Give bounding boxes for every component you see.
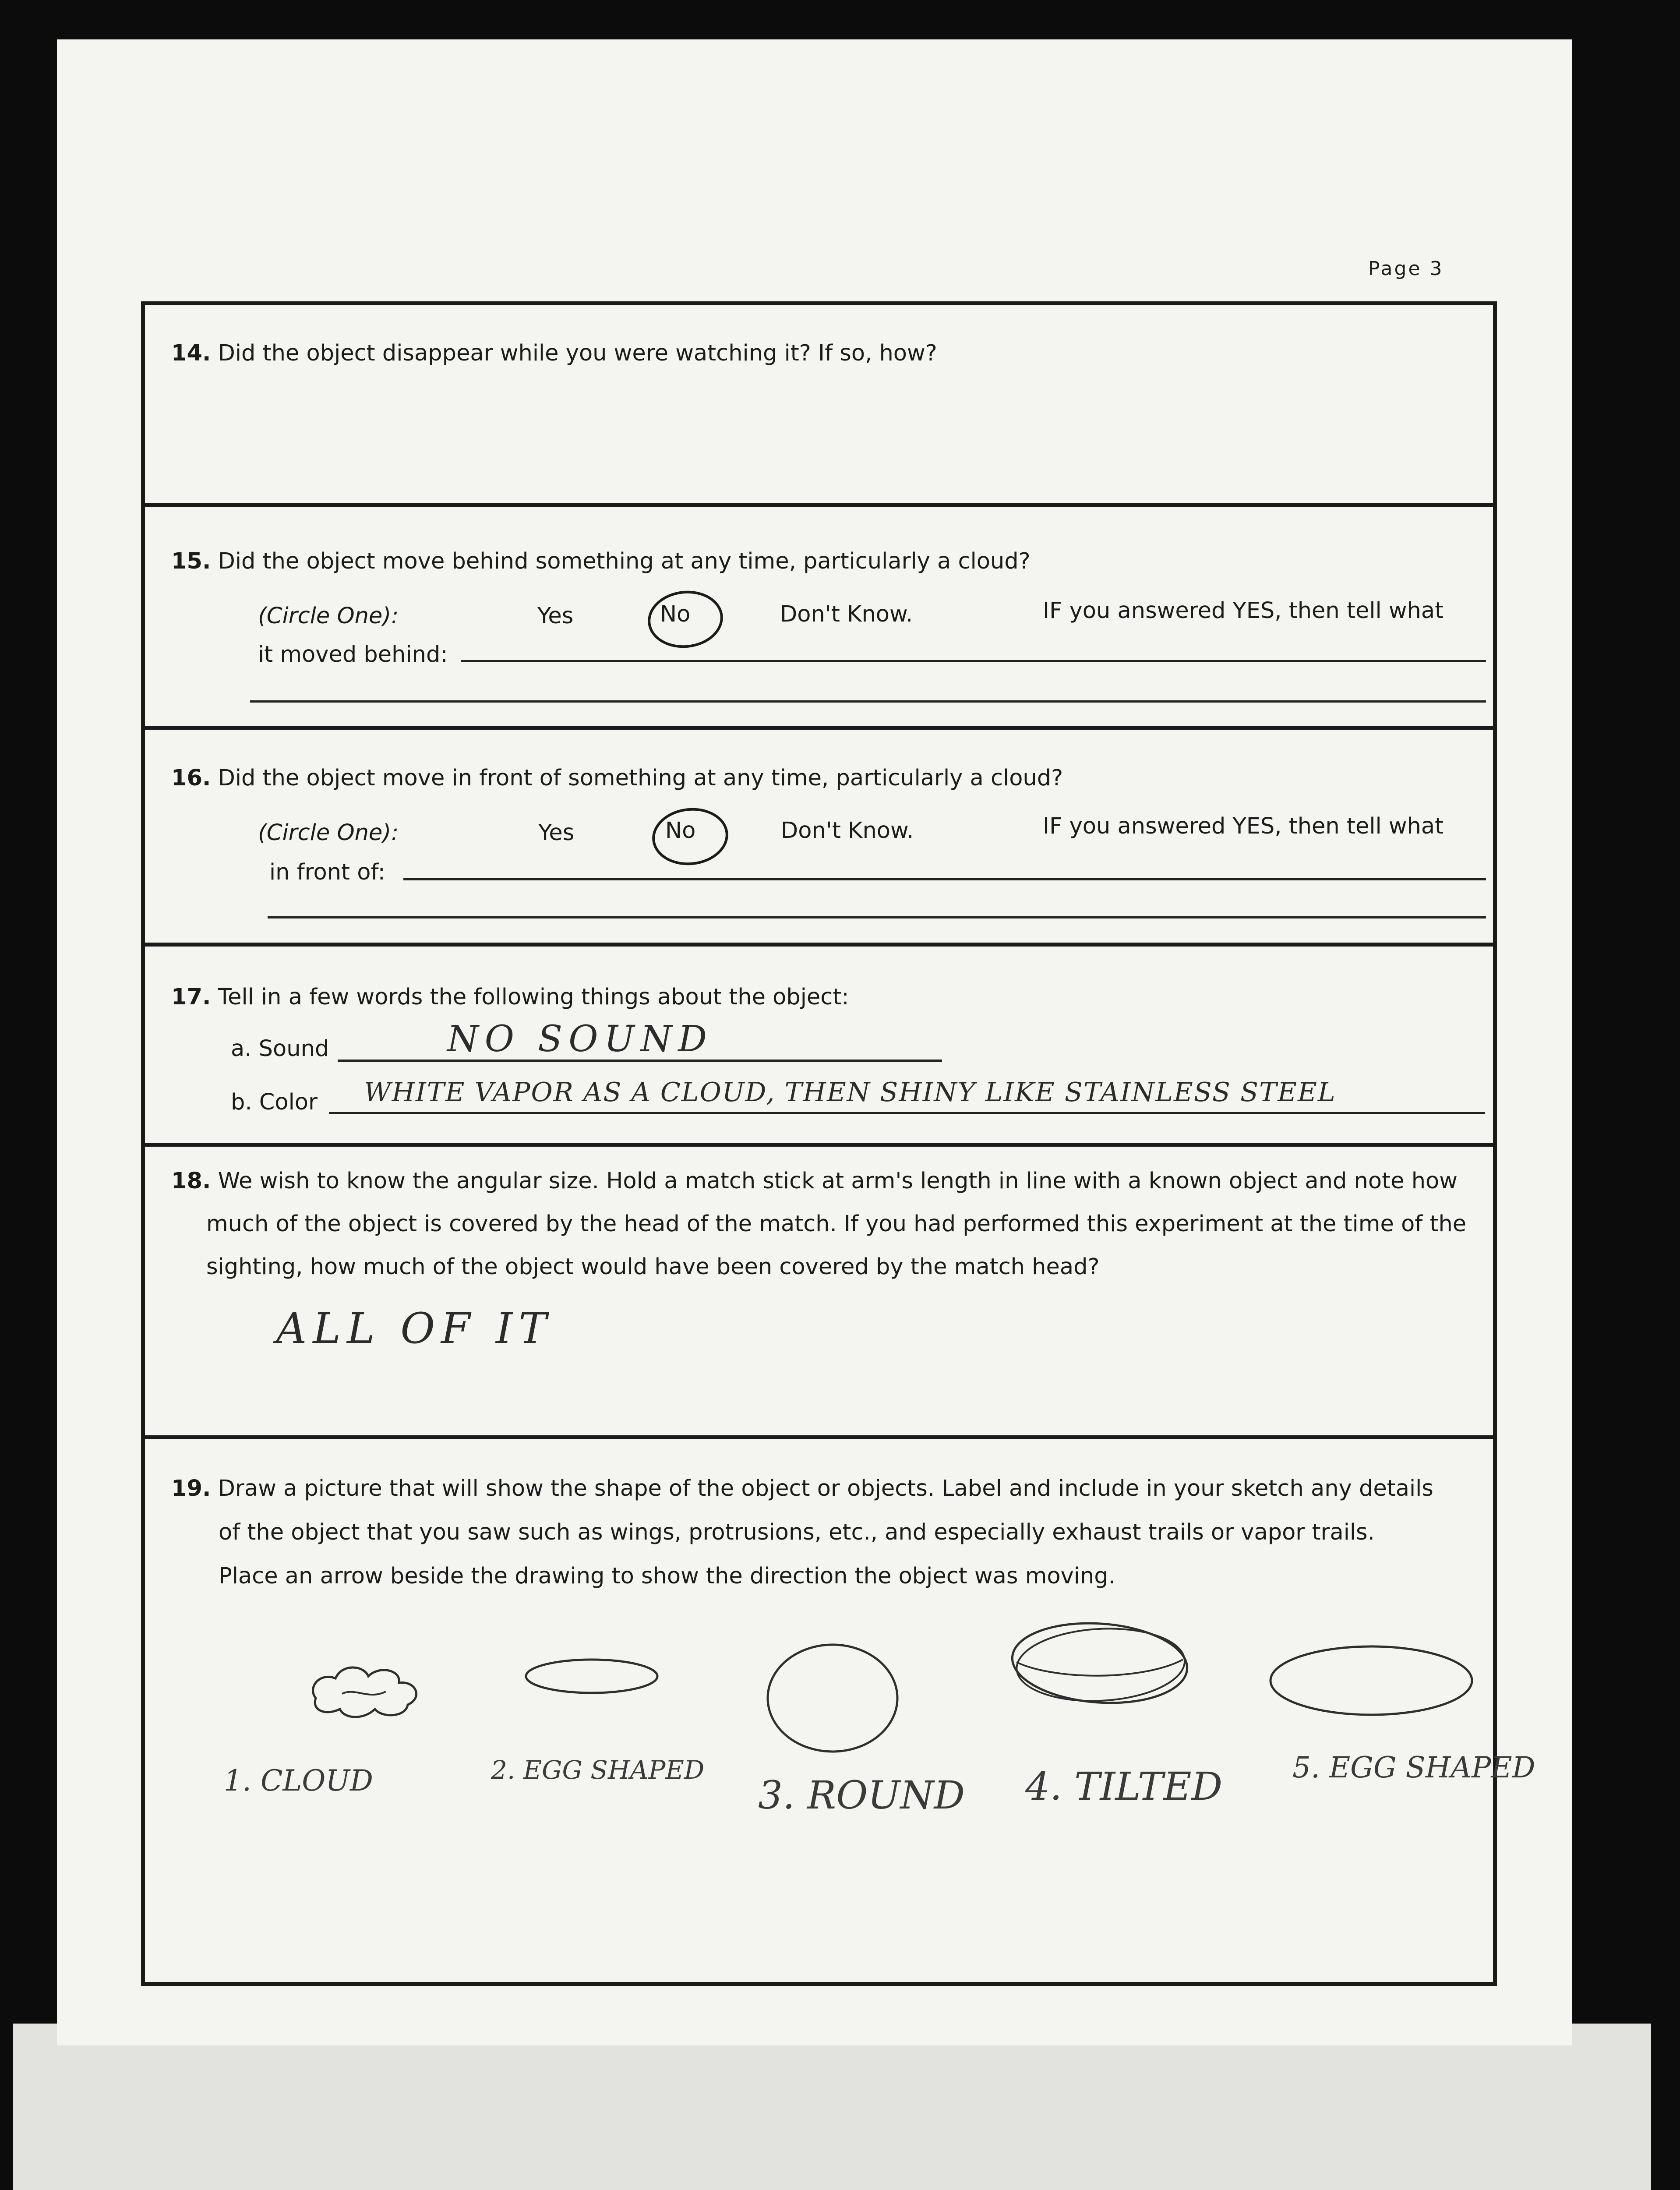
sketch-2-label: 2. EGG SHAPED	[491, 1755, 705, 1785]
sketch-4-label: 4. TILTED	[1025, 1764, 1223, 1809]
q17-color-line[interactable]	[329, 1112, 1485, 1114]
q15-dont-know-option[interactable]: Don't Know.	[780, 601, 913, 627]
question-18-line-2: much of the object is covered by the head of the match. If you had performed this experiment at the time of the	[206, 1211, 1467, 1237]
divider-17-18	[145, 1143, 1493, 1147]
q16-yes-option[interactable]: Yes	[538, 820, 575, 846]
question-16-number: 16.	[171, 765, 211, 791]
q16-answer-line-2[interactable]	[268, 916, 1486, 918]
q17-sound-label: a. Sound	[231, 1036, 329, 1062]
question-19-number: 19.	[171, 1476, 211, 1501]
sketch-5-label: 5. EGG SHAPED	[1292, 1751, 1535, 1784]
question-18-line-3: sighting, how much of the object would have been covered by the match head?	[206, 1254, 1100, 1280]
q16-no-option[interactable]: No	[665, 818, 696, 844]
sketch-1-cloud-drawing	[303, 1646, 443, 1724]
question-14-number: 14.	[171, 340, 211, 366]
q15-no-circle	[645, 587, 726, 651]
question-17-text: Tell in a few words the following things about the object:	[218, 984, 849, 1010]
question-18	[171, 1168, 1458, 1194]
question-18-line-1: We wish to know the angular size. Hold a match stick at arm's length in line with a known object and note how	[218, 1168, 1458, 1194]
question-15	[171, 548, 1031, 574]
q17-sound-answer: NO SOUND	[447, 1018, 713, 1060]
q15-follow-label: it moved behind:	[258, 642, 448, 668]
question-17-number: 17.	[171, 984, 211, 1010]
question-18-number: 18.	[171, 1168, 211, 1194]
q15-circle-label: (Circle One):	[258, 603, 399, 629]
sketch-5-egg-drawing	[1262, 1637, 1481, 1724]
divider-18-19	[145, 1435, 1493, 1439]
sketch-4-tilted-drawing	[1003, 1611, 1196, 1716]
paper-shadow	[13, 2024, 1651, 2190]
question-15-text: Did the object move behind something at any time, particularly a cloud?	[218, 548, 1031, 574]
q16-answer-line-1[interactable]	[403, 878, 1486, 880]
question-14	[171, 340, 937, 366]
question-17	[171, 984, 849, 1010]
question-19-line-1: Draw a picture that will show the shape of the object or objects. Label and include in your sketch any details	[218, 1476, 1433, 1501]
q16-circle-label: (Circle One):	[258, 820, 399, 846]
question-16-text: Did the object move in front of something at any time, particularly a cloud?	[218, 765, 1063, 791]
q15-answer-line-1[interactable]	[461, 660, 1486, 662]
question-19-line-3: Place an arrow beside the drawing to show the direction the object was moving.	[219, 1563, 1115, 1589]
q17-color-label: b. Color	[231, 1089, 318, 1115]
q18-answer: ALL OF IT	[276, 1304, 553, 1353]
q15-no-option[interactable]: No	[660, 601, 691, 627]
question-15-number: 15.	[171, 548, 211, 574]
question-14-text: Did the object disappear while you were watching it? If so, how?	[218, 340, 937, 366]
sketch-1-label: 1. CLOUD	[224, 1764, 373, 1798]
sketch-2-egg-drawing	[517, 1650, 666, 1703]
q15-yes-option[interactable]: Yes	[537, 603, 574, 629]
q17-color-answer: WHITE VAPOR AS A CLOUD, THEN SHINY LIKE STAINLESS STEEL	[364, 1077, 1336, 1108]
q15-answer-line-2[interactable]	[250, 700, 1486, 703]
q16-dont-know-option[interactable]: Don't Know.	[781, 818, 914, 844]
sketch-3-label: 3. ROUND	[758, 1773, 965, 1818]
divider-15-16	[145, 726, 1493, 730]
divider-16-17	[145, 943, 1493, 947]
sketch-3-round-drawing	[758, 1637, 907, 1759]
question-19	[171, 1476, 1433, 1501]
question-19-line-2: of the object that you saw such as wings, protrusions, etc., and especially exhaust trails or vapor trails.	[219, 1519, 1375, 1545]
q16-if-yes-prompt: IF you answered YES, then tell what	[1043, 813, 1444, 839]
form-box	[141, 301, 1535, 1986]
divider-14-15	[145, 503, 1493, 507]
page-number: Page 3	[1368, 258, 1444, 280]
q16-no-circle	[649, 804, 731, 869]
q16-follow-label: in front of:	[269, 859, 385, 885]
q15-if-yes-prompt: IF you answered YES, then tell what	[1043, 598, 1444, 624]
question-16	[171, 765, 1063, 791]
